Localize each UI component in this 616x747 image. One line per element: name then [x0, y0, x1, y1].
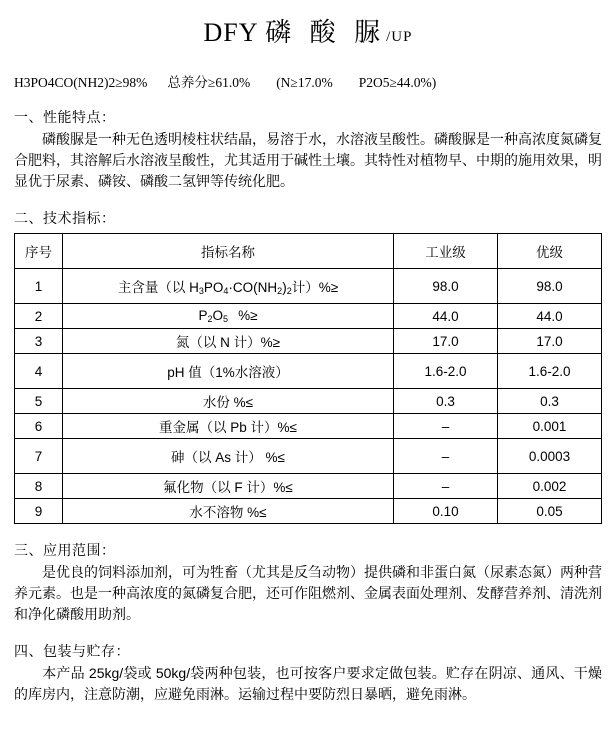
formula-line	[14, 71, 602, 91]
header-industrial: 工业级	[394, 234, 498, 269]
cell-superior: 98.0	[498, 269, 602, 304]
formula-total-nutrient: 总养分≥61.0%	[167, 75, 251, 90]
cell-superior: 44.0	[498, 304, 602, 329]
cell-industrial: 0.10	[394, 499, 498, 524]
cell-no: 5	[15, 389, 63, 414]
cell-industrial: 1.6-2.0	[394, 354, 498, 389]
header-no: 序号	[15, 234, 63, 269]
table-row	[15, 499, 602, 524]
table-row	[15, 474, 602, 499]
cell-industrial: 44.0	[394, 304, 498, 329]
cell-no: 4	[15, 354, 63, 389]
table-row	[15, 414, 602, 439]
table-row	[15, 439, 602, 474]
cell-industrial: 98.0	[394, 269, 498, 304]
header-name: 指标名称	[63, 234, 394, 269]
cell-name: 砷（以 As 计） %≤	[63, 439, 394, 474]
formula-nitrogen: (N≥17.0%	[276, 75, 333, 90]
section-paragraph-packaging: 本产品 25kg/袋或 50kg/袋两种包装，也可按客户要求定做包装。贮存在阴凉、通风、干燥的库房内，注意防潮，应避免雨淋。运输过程中要防烈日暴晒，避免雨淋。	[14, 665, 602, 702]
title-en: DFY	[203, 18, 258, 47]
section-heading-performance: 一、性能特点：	[14, 109, 116, 125]
cell-name: 氟化物（以 F 计）%≤	[63, 474, 394, 499]
cell-name: 水份 %≤	[63, 389, 394, 414]
section-paragraph-performance: 磷酸脲是一种无色透明棱柱状结晶，易溶于水，水溶液呈酸性。磷酸脲是一种高浓度氮磷复合肥料，其溶解后水溶液呈酸性，尤其适用于碱性土壤。其特性对植物早、中期的施用效果，明显优于尿素、磷铵、磷酸二氢钾等传统化肥。	[14, 131, 602, 189]
cell-name: 主含量（以 $H_3PO_4\cdot CO(NH_2)_2$计）%≥	[63, 269, 394, 304]
table-row	[15, 389, 602, 414]
cell-no: 8	[15, 474, 63, 499]
formula-p2o5: P2O5≥44.0%)	[358, 75, 437, 90]
table-row	[15, 304, 602, 329]
cell-superior: 0.001	[498, 414, 602, 439]
section-heading-application: 三、应用范围：	[14, 542, 116, 558]
cell-superior: 0.05	[498, 499, 602, 524]
table-row	[15, 329, 602, 354]
table-row	[15, 354, 602, 389]
cell-superior: 1.6-2.0	[498, 354, 602, 389]
cell-name: $P_2O_5$ %≥	[63, 304, 394, 329]
cell-industrial: –	[394, 414, 498, 439]
cell-name: 氮（以 N 计）%≥	[63, 329, 394, 354]
cell-superior: 0.002	[498, 474, 602, 499]
cell-name: 重金属（以 Pb 计）%≤	[63, 414, 394, 439]
cell-name: 水不溶物 %≤	[63, 499, 394, 524]
cell-industrial: 17.0	[394, 329, 498, 354]
cell-industrial: 0.3	[394, 389, 498, 414]
cell-no: 9	[15, 499, 63, 524]
section-paragraph-application: 是优良的饲料添加剂，可为牲畜（尤其是反刍动物）提供磷和非蛋白氮（尿素态氮）两种营养元素。也是一种高浓度的氮磷复合肥，还可作阻燃剂、金属表面处理剂、发酵营养剂、清洗剂和净化磷酸用助剂。	[14, 564, 602, 622]
cell-no: 3	[15, 329, 63, 354]
table-row	[15, 269, 602, 304]
cell-superior: 0.0003	[498, 439, 602, 474]
cell-no: 6	[15, 414, 63, 439]
formula-main: H3PO4CO(NH2)2≥98%	[14, 75, 148, 90]
cell-industrial: –	[394, 439, 498, 474]
cell-no: 7	[15, 439, 63, 474]
page-title	[14, 12, 602, 49]
section-heading-specs: 二、技术指标：	[14, 210, 116, 226]
cell-superior: 17.0	[498, 329, 602, 354]
table-header-row	[15, 234, 602, 269]
cell-superior: 0.3	[498, 389, 602, 414]
cell-no: 2	[15, 304, 63, 329]
spec-table	[14, 233, 602, 524]
cell-no: 1	[15, 269, 63, 304]
section-heading-packaging: 四、包装与贮存：	[14, 643, 130, 659]
header-superior: 优级	[498, 234, 602, 269]
title-cn: 磷 酸 脲	[265, 18, 387, 47]
cell-industrial: –	[394, 474, 498, 499]
title-suffix: /UP	[386, 29, 413, 45]
cell-name: pH 值（1%水溶液）	[63, 354, 394, 389]
